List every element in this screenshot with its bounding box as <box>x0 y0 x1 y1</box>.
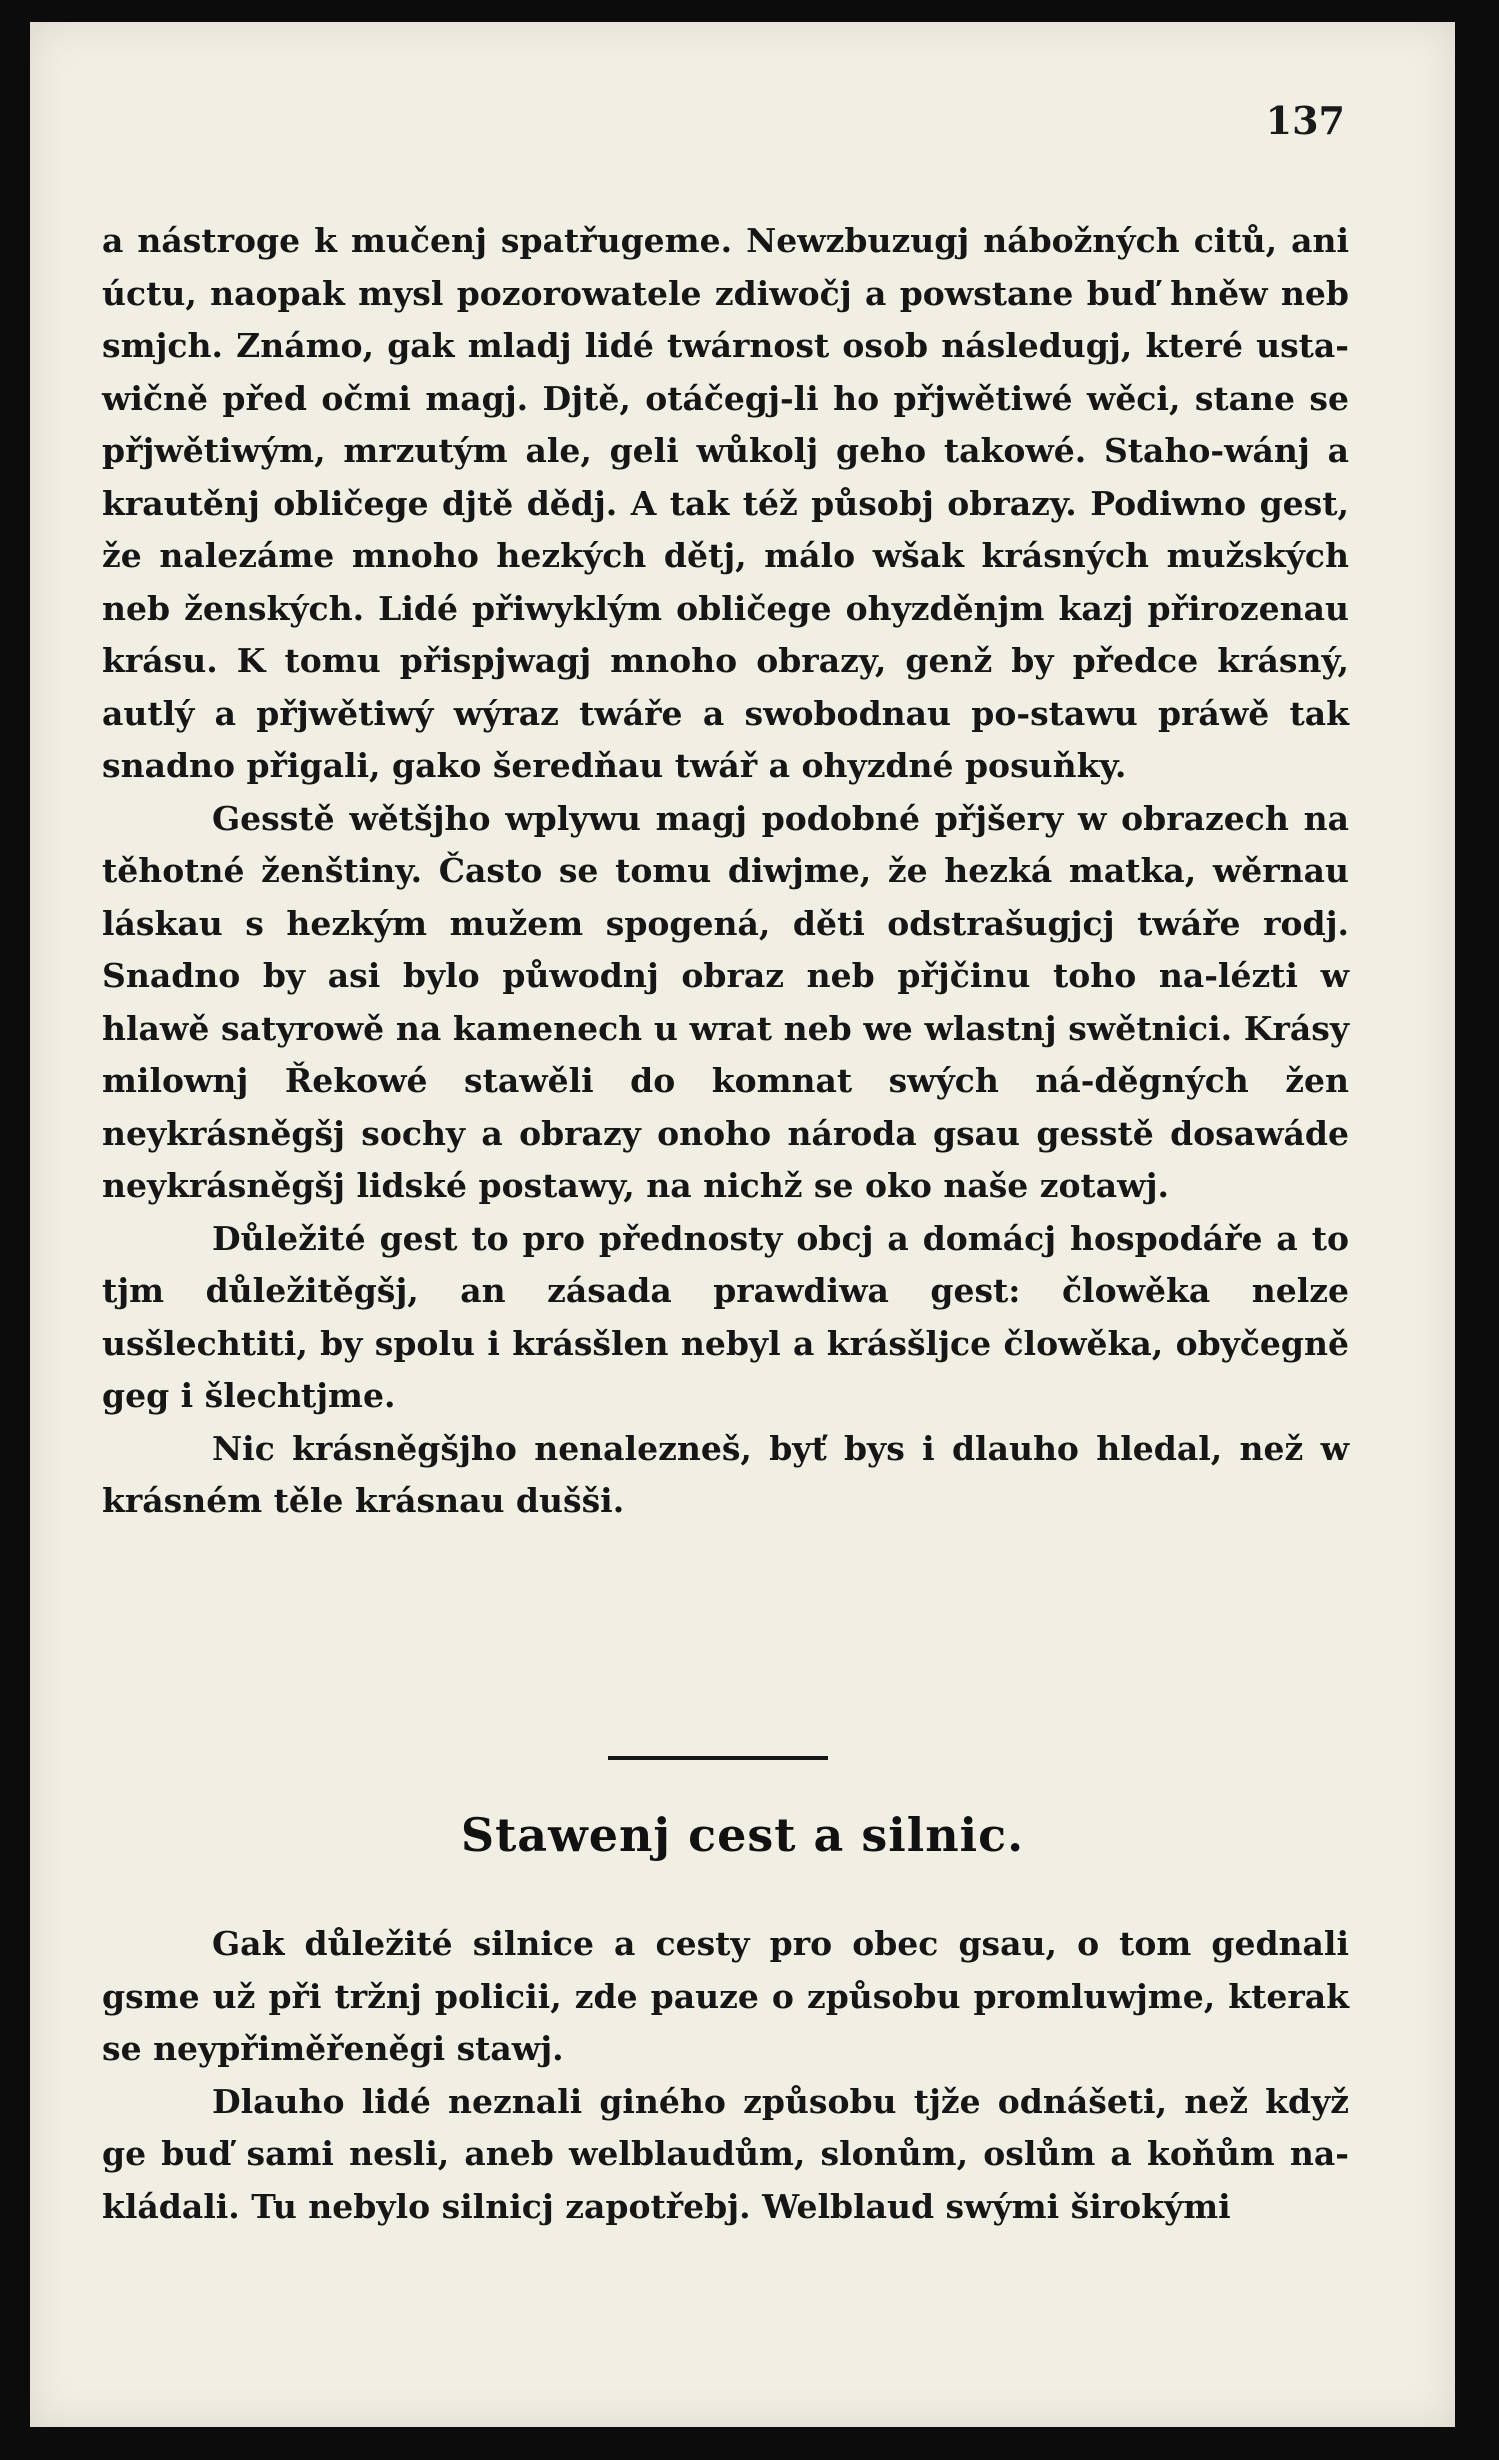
paragraph-3: Důležité gest to pro přednosty obcj a domácj hospodáře a to tjm důležitěgšj, an zásada prawdiwa gest: člowěka nelze usšlechtiti, by spolu i krásšlen nebyl a krásšljce člowěka, obyčegně geg i šlechtjme. <box>102 1218 1349 1415</box>
body-text-bottom <box>102 1918 1349 2233</box>
section-title: Stawenj cest a silnic. <box>460 1808 1025 1862</box>
book-page <box>30 22 1455 2427</box>
paragraph-4: Nic krásněgšjho nenalezneš, byť bys i dlauho hledal, než w krásném těle krásnau dušši. <box>102 1428 1349 1520</box>
page-number: 137 <box>1265 98 1345 143</box>
paragraph-5: Gak důležité silnice a cesty pro obec gsau, o tom gednali gsme už při tržnj policii, zde pauze o způsobu promluwjme, kterak se neypřiměřeněgi stawj. <box>102 1924 1349 2068</box>
paragraph-6: Dlauho lidé neznali giného způsobu tjže odnášeti, než když ge buď sami nesli, aneb welblaudům, slonům, oslům a koňům na-kládali. Tu nebylo silnicj zapotřebj. Welblaud swými širokými <box>102 2081 1349 2226</box>
paragraph-2: Gesstě wětšjho wplywu magj podobné přjšery w obrazech na těhotné ženštiny. Často se tomu diwjme, že hezká matka, wěrnau láskau s hezkým mužem spogená, děti odstrašugjcj twáře rodj. Snadno by asi bylo půwodnj obraz neb přjčinu toho na-lézti w hlawě satyrowě na kamenech u wrat neb we wlastnj swětnici. Krásy milownj Řekowé stawěli do komnat swých ná-děgných žen neykrásněgšj sochy a obrazy onoho národa gsau gesstě dosawáde neykrásněgšj lidské postawy, na nichž se oko naše zotawj. <box>102 798 1349 1205</box>
section-separator <box>608 1756 828 1760</box>
paragraph-1: a nástroge k mučenj spatřugeme. Newzbuzugj nábožných citů, ani úctu, naopak mysl pozorowatele zdiwočj a powstane buď hněw neb smjch. Známo, gak mladj lidé twárnost osob následugj, které usta-wičně před očmi magj. Djtě, otáčegj-li ho přjwětiwé wěci, stane se přjwětiwým, mrzutým ale, geli wůkolj geho takowé. Staho-wánj a krautěnj obličege djtě dědj. A tak též působj obrazy. Podiwno gest, že nalezáme mnoho hezkých dětj, málo wšak krásných mužských neb ženských. Lidé přiwyklým obličege ohyzděnjm kazj přirozenau krásu. K tomu přispjwagj mnoho obrazy, genž by předce krásný, autlý a přjwětiwý wýraz twáře a swobodnau po-stawu práwě tak snadno přigali, gako šeredňau twář a ohyzdné posuňky. <box>102 221 1349 785</box>
body-text-top <box>102 215 1349 1528</box>
